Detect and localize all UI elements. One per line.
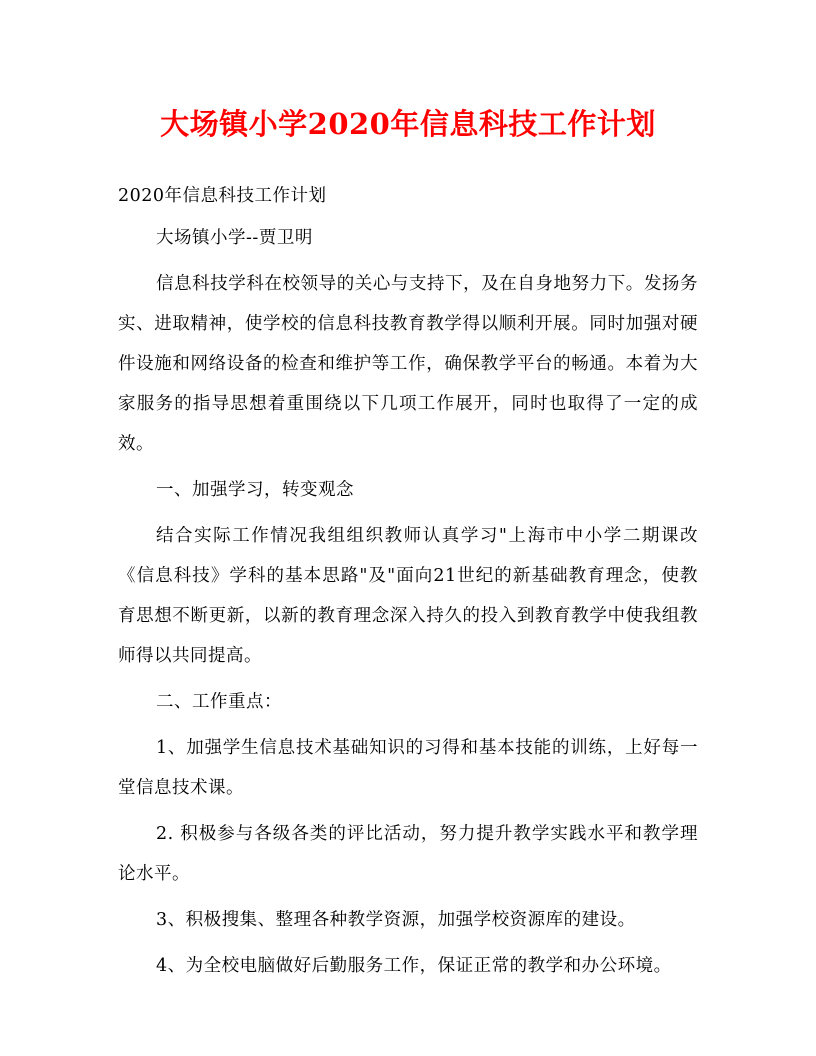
document-subtitle: 2020年信息科技工作计划 (118, 186, 327, 206)
work-item-4: 4、为全校电脑做好后勤服务工作，保证正常的教学和办公环境。 (156, 956, 672, 976)
intro-paragraph: 信息科技学科在校领导的关心与支持下，及在自身地努力下。发扬务实、进取精神，使学校的信息科技教育教学得以顺利开展。同时加强对硬件设施和网络设备的检查和维护等工作，确保教学平台的畅通。本着为大家服务的指导思想着重围绕以下几项工作展开，同时也取得了一定的成效。 (118, 274, 698, 454)
study-paragraph: 结合实际工作情况我组组织教师认真学习"上海市中小学二期课改《信息科技》学科的基本思路"及"面向21世纪的新基础教育理念，使教育思想不断更新，以新的教育理念深入持久的投入到教育教学中使我组教师得以共同提高。 (118, 526, 698, 666)
document-body (118, 176, 698, 992)
section-heading-2: 二、工作重点： (156, 692, 282, 712)
work-item-1: 1、加强学生信息技术基础知识的习得和基本技能的训练，上好每一堂信息技术课。 (118, 738, 698, 798)
document-title: 大场镇小学2020年信息科技工作计划 (160, 107, 656, 141)
author-line: 大场镇小学--贾卫明 (156, 228, 313, 248)
work-item-3: 3、积极搜集、整理各种教学资源，加强学校资源库的建设。 (156, 910, 636, 930)
work-item-2: 2. 积极参与各级各类的评比活动，努力提升教学实践水平和教学理论水平。 (118, 824, 698, 884)
section-heading-1: 一、加强学习，转变观念 (156, 480, 354, 500)
